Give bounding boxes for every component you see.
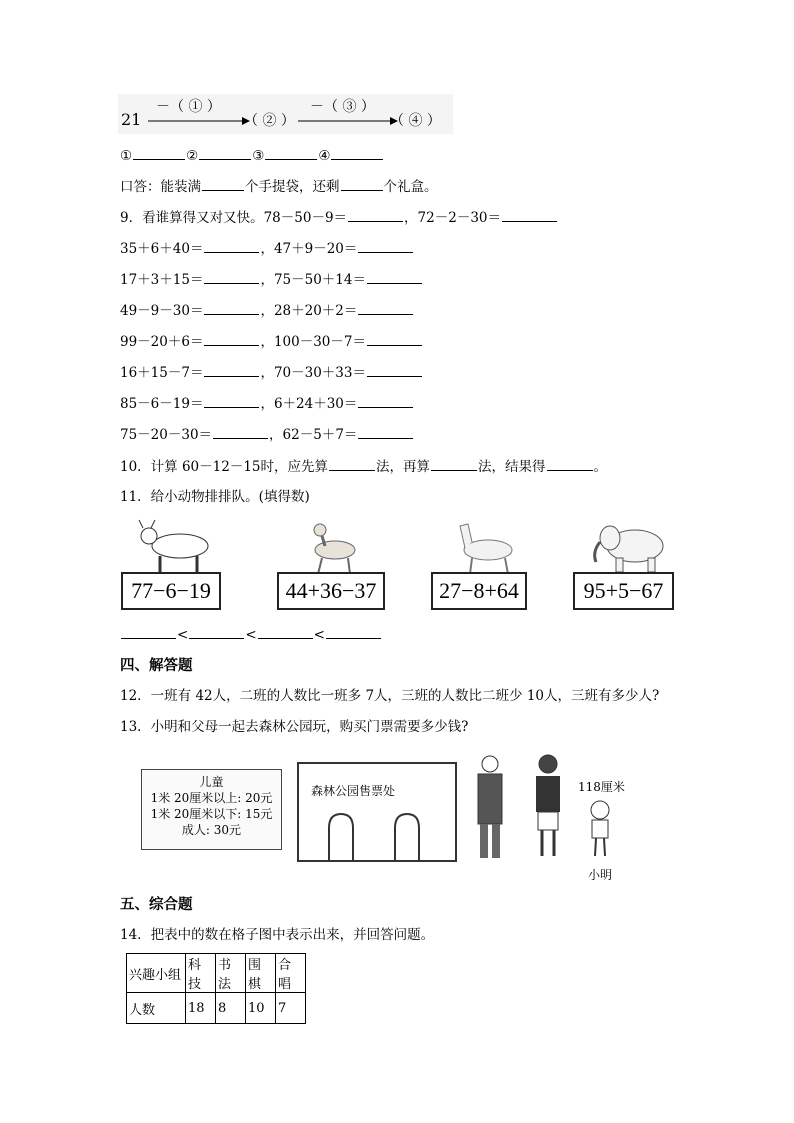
q13-text: 13．小明和父母一起去森林公园玩，购买门票需要多少钱? xyxy=(120,719,469,735)
answer-blank-4[interactable] xyxy=(331,145,383,160)
q9-blank[interactable] xyxy=(204,331,259,346)
flow-op1: －（ ① ） xyxy=(156,99,221,115)
section-5-heading: 五、综合题 xyxy=(120,897,193,913)
q9-row-5: 16＋15－7＝ ，70－30＋33＝ xyxy=(120,362,423,383)
sign-line-1: 1米 20厘米以上: 20元 xyxy=(150,791,273,805)
q9-blank[interactable] xyxy=(204,362,259,377)
table-cell: 科技 xyxy=(186,954,216,993)
elephant-icon xyxy=(595,526,663,572)
booth-windows xyxy=(299,804,455,860)
answer-blank-3[interactable] xyxy=(265,145,317,160)
sign-line-3: 成人: 30元 xyxy=(181,823,242,837)
table-cell: 人数 xyxy=(127,993,186,1024)
xiaoming-height-label: 118厘米 xyxy=(578,780,625,794)
q9-row-6: 85－6－19＝ ，6＋24＋30＝ xyxy=(120,393,414,414)
table-header-row xyxy=(127,954,306,993)
q9-blank[interactable] xyxy=(204,238,259,253)
goat-icon xyxy=(139,520,208,572)
flow-answers-line: ① ② ③ ④ xyxy=(120,145,384,166)
ticket-price-sign xyxy=(141,769,282,850)
q9-blank[interactable] xyxy=(213,424,268,439)
order-blank-1[interactable] xyxy=(121,624,176,639)
q9-blank[interactable] xyxy=(358,300,413,315)
sign-line-2: 1米 20厘米以下: 15元 xyxy=(150,807,273,821)
ticket-booth xyxy=(297,762,457,862)
section-4-heading: 四、解答题 xyxy=(120,658,193,674)
q10-blank-3[interactable] xyxy=(547,456,593,471)
sign-title: 儿童 xyxy=(199,775,224,789)
flow-op3: －（ ③ ） xyxy=(310,99,375,115)
remaining-blank[interactable] xyxy=(341,176,383,191)
q9-row-3: 49－9－30＝ ，28＋20＋2＝ xyxy=(120,300,414,321)
goat-card: 77−6−19 xyxy=(121,572,221,610)
oral-answer-line: 口答：能装满 个手提袋，还剩 个礼盒。 xyxy=(120,176,438,197)
q9-blank[interactable] xyxy=(348,207,403,222)
table-cell: 围棋 xyxy=(246,954,276,993)
table-cell: 书法 xyxy=(216,954,246,993)
q9-row-4: 99－20＋6＝ ，100－30－7＝ xyxy=(120,331,423,352)
q9-blank[interactable] xyxy=(358,238,413,253)
order-blank-4[interactable] xyxy=(326,624,381,639)
mother-icon xyxy=(536,755,560,856)
table-row xyxy=(127,993,306,1024)
q9-row-2: 17＋3＋15＝ ，75－50＋14＝ xyxy=(120,269,423,290)
table-cell: 合唱 xyxy=(276,954,306,993)
q10-blank-1[interactable] xyxy=(329,456,375,471)
subtraction-flow-diagram xyxy=(118,94,453,134)
q12-text: 12．一班有 42人，二班的人数比一班多 7人，三班的人数比二班少 10人，三班有多少人? xyxy=(120,688,660,704)
booth-label: 森林公园售票处 xyxy=(311,784,396,798)
q9-blank[interactable] xyxy=(204,300,259,315)
q14-text: 14．把表中的数在格子图中表示出来，并回答问题。 xyxy=(120,927,435,943)
q10-line: 10．计算 60－12－15时，应先算 法，再算 法，结果得 。 xyxy=(120,456,607,477)
q9-blank[interactable] xyxy=(204,393,259,408)
q9-blank[interactable] xyxy=(367,269,422,284)
deer-icon xyxy=(314,524,355,574)
interest-group-table xyxy=(126,953,306,1024)
q9-row-7: 75－20－30＝ ，62－5＋7＝ xyxy=(120,424,414,445)
elephant-card: 95+5−67 xyxy=(573,572,674,610)
deer-card: 44+36−37 xyxy=(277,572,385,610)
q9-blank[interactable] xyxy=(358,424,413,439)
horse-icon xyxy=(460,524,512,574)
table-cell: 10 xyxy=(246,993,276,1024)
q9-blank[interactable] xyxy=(367,362,422,377)
ordering-line: < < < xyxy=(120,624,382,645)
horse-card: 27−8+64 xyxy=(431,572,527,610)
xiaoming-name-label: 小明 xyxy=(588,868,613,882)
order-blank-2[interactable] xyxy=(189,624,244,639)
q9-blank[interactable] xyxy=(358,393,413,408)
table-cell: 18 xyxy=(186,993,216,1024)
q10-blank-2[interactable] xyxy=(431,456,477,471)
q9-blank[interactable] xyxy=(502,207,557,222)
q9-blank[interactable] xyxy=(367,331,422,346)
answer-blank-2[interactable] xyxy=(199,145,251,160)
father-icon xyxy=(478,756,502,858)
q9-row-0: 9．看谁算得又对又快。78－50－9＝ ，72－2－30＝ xyxy=(120,207,558,228)
flow-box2: （ ② ） xyxy=(244,113,295,129)
order-blank-3[interactable] xyxy=(258,624,313,639)
answer-blank-1[interactable] xyxy=(133,145,185,160)
family-illustration xyxy=(470,752,620,864)
table-cell: 兴趣小组 xyxy=(127,954,186,993)
q9-row-1: 35＋6＋40＝ ，47＋9－20＝ xyxy=(120,238,414,259)
flow-start: 21 xyxy=(121,110,142,129)
xiaoming-icon xyxy=(591,801,609,856)
q11-label: 11．给小动物排排队。(填得数) xyxy=(120,489,310,505)
animal-illustrations xyxy=(125,518,685,578)
bags-blank[interactable] xyxy=(202,176,244,191)
q9-blank[interactable] xyxy=(204,269,259,284)
table-cell: 8 xyxy=(216,993,246,1024)
flow-box4: （ ④ ） xyxy=(390,113,441,129)
table-cell: 7 xyxy=(276,993,306,1024)
